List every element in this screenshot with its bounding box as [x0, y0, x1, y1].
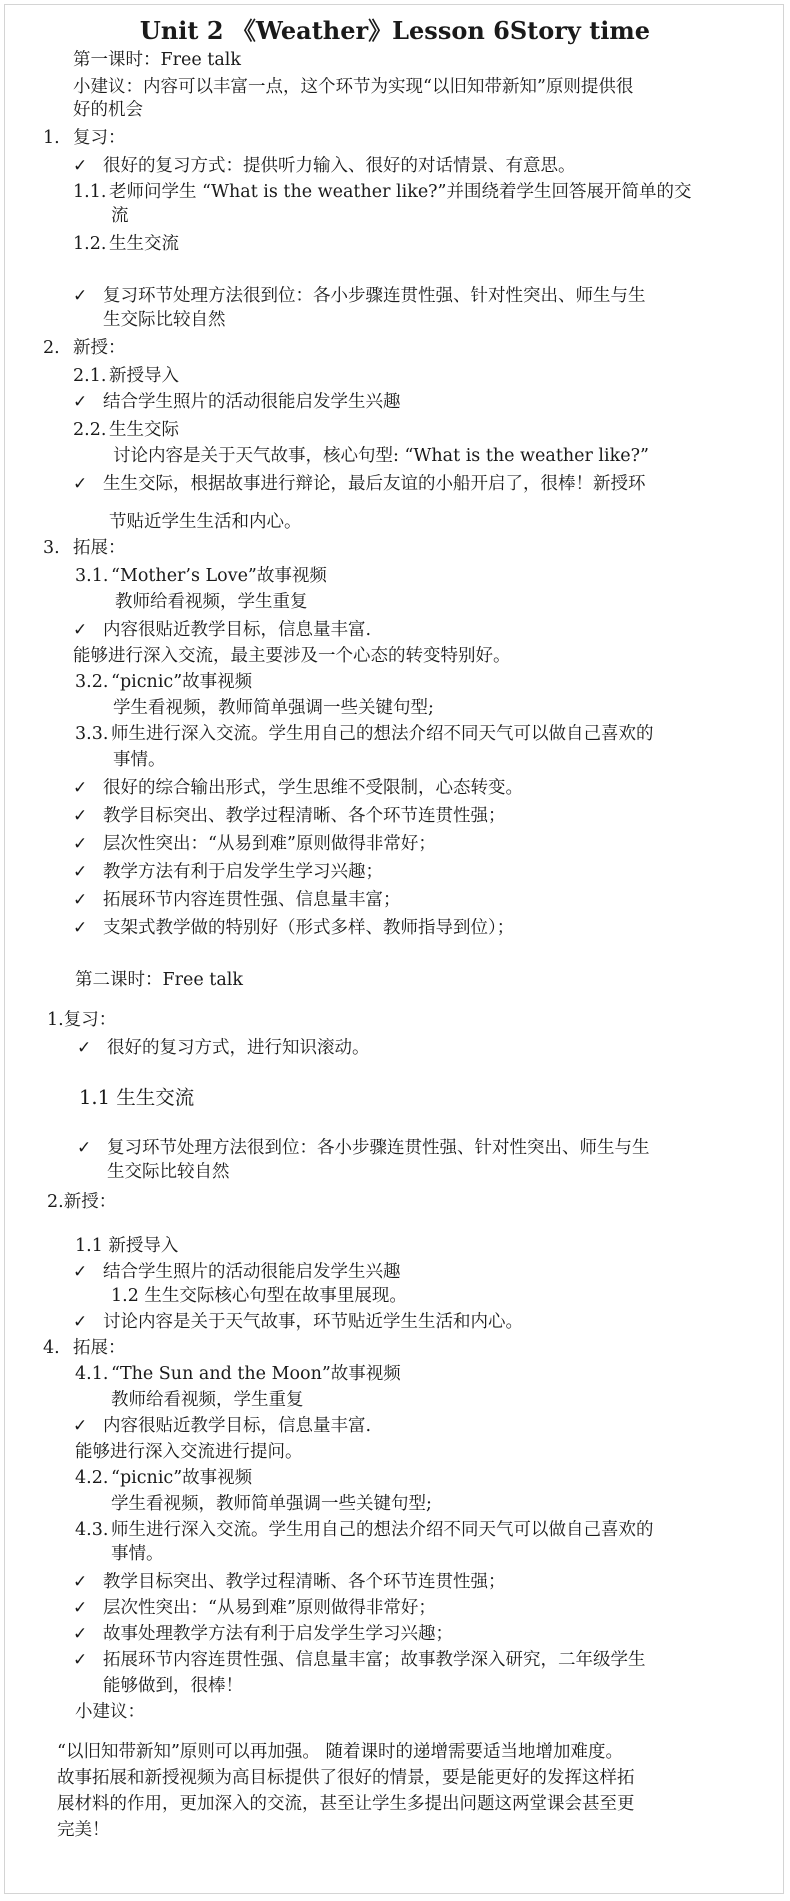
check-item: ✓ 内容很贴近教学目标，信息量丰富.: [73, 618, 371, 642]
section-title: 新授：: [73, 338, 126, 358]
list-item-4-1: [75, 1362, 401, 1386]
item-number: 4.3.: [75, 1520, 109, 1540]
check-item-cont: 生交际比较自然: [103, 310, 226, 330]
list-item-3-2-detail: 学生看视频，教师简单强调一些关键句型;: [113, 698, 434, 718]
check-item: ✓ 拓展环节内容连贯性强、信息量丰富；: [73, 888, 401, 912]
check-item: ✓ 很好的综合输出形式，学生思维不受限制，心态转变。: [73, 776, 523, 800]
section-review-2: 1.复习：: [47, 1010, 117, 1030]
lesson1-suggestion-line2: 好的机会: [73, 100, 143, 120]
item-text: “picnic”故事视频: [111, 1468, 253, 1488]
list-item-3-2: [75, 670, 252, 694]
item-number: 1.2.: [73, 234, 107, 254]
lesson1-heading: 第一课时：Free talk: [73, 50, 241, 70]
check-item: ✓ 层次性突出：“从易到难”原则做得非常好；: [73, 1596, 436, 1620]
section-number: 4.: [43, 1338, 60, 1358]
check-item: ✓ 层次性突出：“从易到难”原则做得非常好；: [73, 832, 436, 856]
list-item-2-1: [73, 364, 179, 388]
section-title: 复习：: [73, 128, 126, 148]
check-item: ✓ 很好的复习方式：提供听力输入、很好的对话情景、有意思。: [73, 154, 576, 178]
check-item: ✓ 故事处理教学方法有利于启发学生学习兴趣；: [73, 1622, 453, 1646]
item-text: 师生进行深入交流。学生用自己的想法介绍不同天气可以做自己喜欢的: [111, 724, 654, 744]
list-item-interaction: 1.2 生生交际核心句型在故事里展现。: [111, 1286, 407, 1306]
list-item-3-3-cont: 事情。: [113, 750, 166, 770]
check-item: ✓ 教学目标突出、教学过程清晰、各个环节连贯性强；: [73, 804, 506, 828]
closing-line2: 故事拓展和新授视频为高目标提供了很好的情景，要是能更好的发挥这样拓: [57, 1768, 635, 1788]
check-item-cont: 能够做到，很棒！: [103, 1676, 243, 1696]
check-item: ✓ 内容很贴近教学目标，信息量丰富.: [73, 1414, 371, 1438]
item-text: 老师问学生 “What is the weather like?”并围绕着学生回答展开简单的交: [109, 182, 692, 202]
list-item-3-1-detail: 教师给看视频，学生重复: [115, 592, 308, 612]
list-item-1-1: [73, 180, 692, 204]
item-number: 4.2.: [75, 1468, 109, 1488]
closing-line3: 展材料的作用，更加深入的交流，甚至让学生多提出问题这两堂课会甚至更: [57, 1794, 635, 1814]
list-item-4-2: [75, 1466, 252, 1490]
item-text: “The Sun and the Moon”故事视频: [111, 1364, 401, 1384]
section-number: 3.: [43, 538, 60, 558]
section-number: 2.: [43, 338, 60, 358]
document-page: [4, 4, 784, 1894]
item-text: 新授导入: [109, 366, 179, 386]
check-item: ✓ 结合学生照片的活动很能启发学生兴趣: [73, 1260, 401, 1284]
closing-line4: 完美！: [57, 1820, 110, 1840]
list-item-4-2-detail: 学生看视频，教师简单强调一些关键句型;: [111, 1494, 432, 1514]
list-item-3-3: [75, 722, 654, 746]
lesson1-suggestion-line1: 小建议：内容可以丰富一点，这个环节为实现“以旧知带新知”原则提供很: [73, 77, 634, 97]
section-number: 1.: [43, 128, 60, 148]
item-text: 生生交流: [109, 234, 179, 254]
list-item-2-2-detail: 讨论内容是关于天气故事，核心句型: “What is the weather like?”: [113, 446, 649, 466]
check-item-cont: 生交际比较自然: [107, 1162, 230, 1182]
paragraph: 能够进行深入交流，最主要涉及一个心态的转变特别好。: [73, 646, 511, 666]
list-item-3-1: [75, 564, 327, 588]
check-item: ✓ 很好的复习方式，进行知识滚动。: [77, 1036, 370, 1060]
item-number: 1.1.: [73, 182, 107, 202]
item-number: 3.3.: [75, 724, 109, 744]
check-item: ✓ 支架式教学做的特别好（形式多样、教师指导到位）；: [73, 916, 514, 940]
item-number: 2.2.: [73, 420, 107, 440]
check-item: ✓ 生生交际，根据故事进行辩论，最后友谊的小船开启了，很棒！新授环: [73, 472, 646, 496]
check-item: ✓ 教学目标突出、教学过程清晰、各个环节连贯性强；: [73, 1570, 506, 1594]
item-text: “picnic”故事视频: [111, 672, 253, 692]
section-extension: [43, 536, 126, 560]
list-item-4-3: [75, 1518, 654, 1542]
check-item: ✓ 结合学生照片的活动很能启发学生兴趣: [73, 390, 401, 414]
list-item-1-1-cont: 流: [111, 206, 129, 226]
list-item-4-1-detail: 教师给看视频，学生重复: [111, 1390, 304, 1410]
item-number: 3.1.: [75, 566, 109, 586]
item-text: “Mother’s Love”故事视频: [111, 566, 327, 586]
closing-line1: “以旧知带新知”原则可以再加强。 随着课时的递增需要适当地增加难度。: [57, 1742, 623, 1762]
list-item-new-intro: 1.1 新授导入: [75, 1236, 179, 1256]
check-item-cont: 节贴近学生生活和内心。: [109, 512, 302, 532]
item-text: 生生交际: [109, 420, 179, 440]
section-title: 拓展：: [73, 1338, 126, 1358]
document-title: Unit 2 《Weather》Lesson 6Story time: [139, 16, 651, 45]
paragraph: 能够进行深入交流进行提问。: [75, 1442, 303, 1462]
check-item: ✓ 讨论内容是关于天气故事，环节贴近学生生活和内心。: [73, 1310, 523, 1334]
item-number: 2.1.: [73, 366, 107, 386]
section-title: 拓展：: [73, 538, 126, 558]
suggestion-label: 小建议：: [75, 1702, 145, 1722]
check-item: ✓ 复习环节处理方法很到位：各小步骤连贯性强、针对性突出、师生与生: [73, 284, 646, 308]
list-item-2-2: [73, 418, 179, 442]
item-number: 4.1.: [75, 1364, 109, 1384]
section-new: [43, 336, 126, 360]
item-number: 3.2.: [75, 672, 109, 692]
item-text: 师生进行深入交流。学生用自己的想法介绍不同天气可以做自己喜欢的: [111, 1520, 654, 1540]
list-item-1-2: [73, 232, 179, 256]
list-item-2-1-1: 1.1 生生交流: [79, 1086, 195, 1109]
list-item-4-3-cont: 事情。: [111, 1544, 164, 1564]
check-item: ✓ 教学方法有利于启发学生学习兴趣；: [73, 860, 383, 884]
check-item: ✓ 复习环节处理方法很到位：各小步骤连贯性强、针对性突出、师生与生: [77, 1136, 650, 1160]
lesson2-heading: 第二课时：Free talk: [75, 970, 243, 990]
section-extension-2: [43, 1336, 126, 1360]
section-review: [43, 126, 126, 150]
section-new-2: 2.新授：: [47, 1192, 117, 1212]
check-item: ✓ 拓展环节内容连贯性强、信息量丰富；故事教学深入研究，二年级学生: [73, 1648, 646, 1672]
